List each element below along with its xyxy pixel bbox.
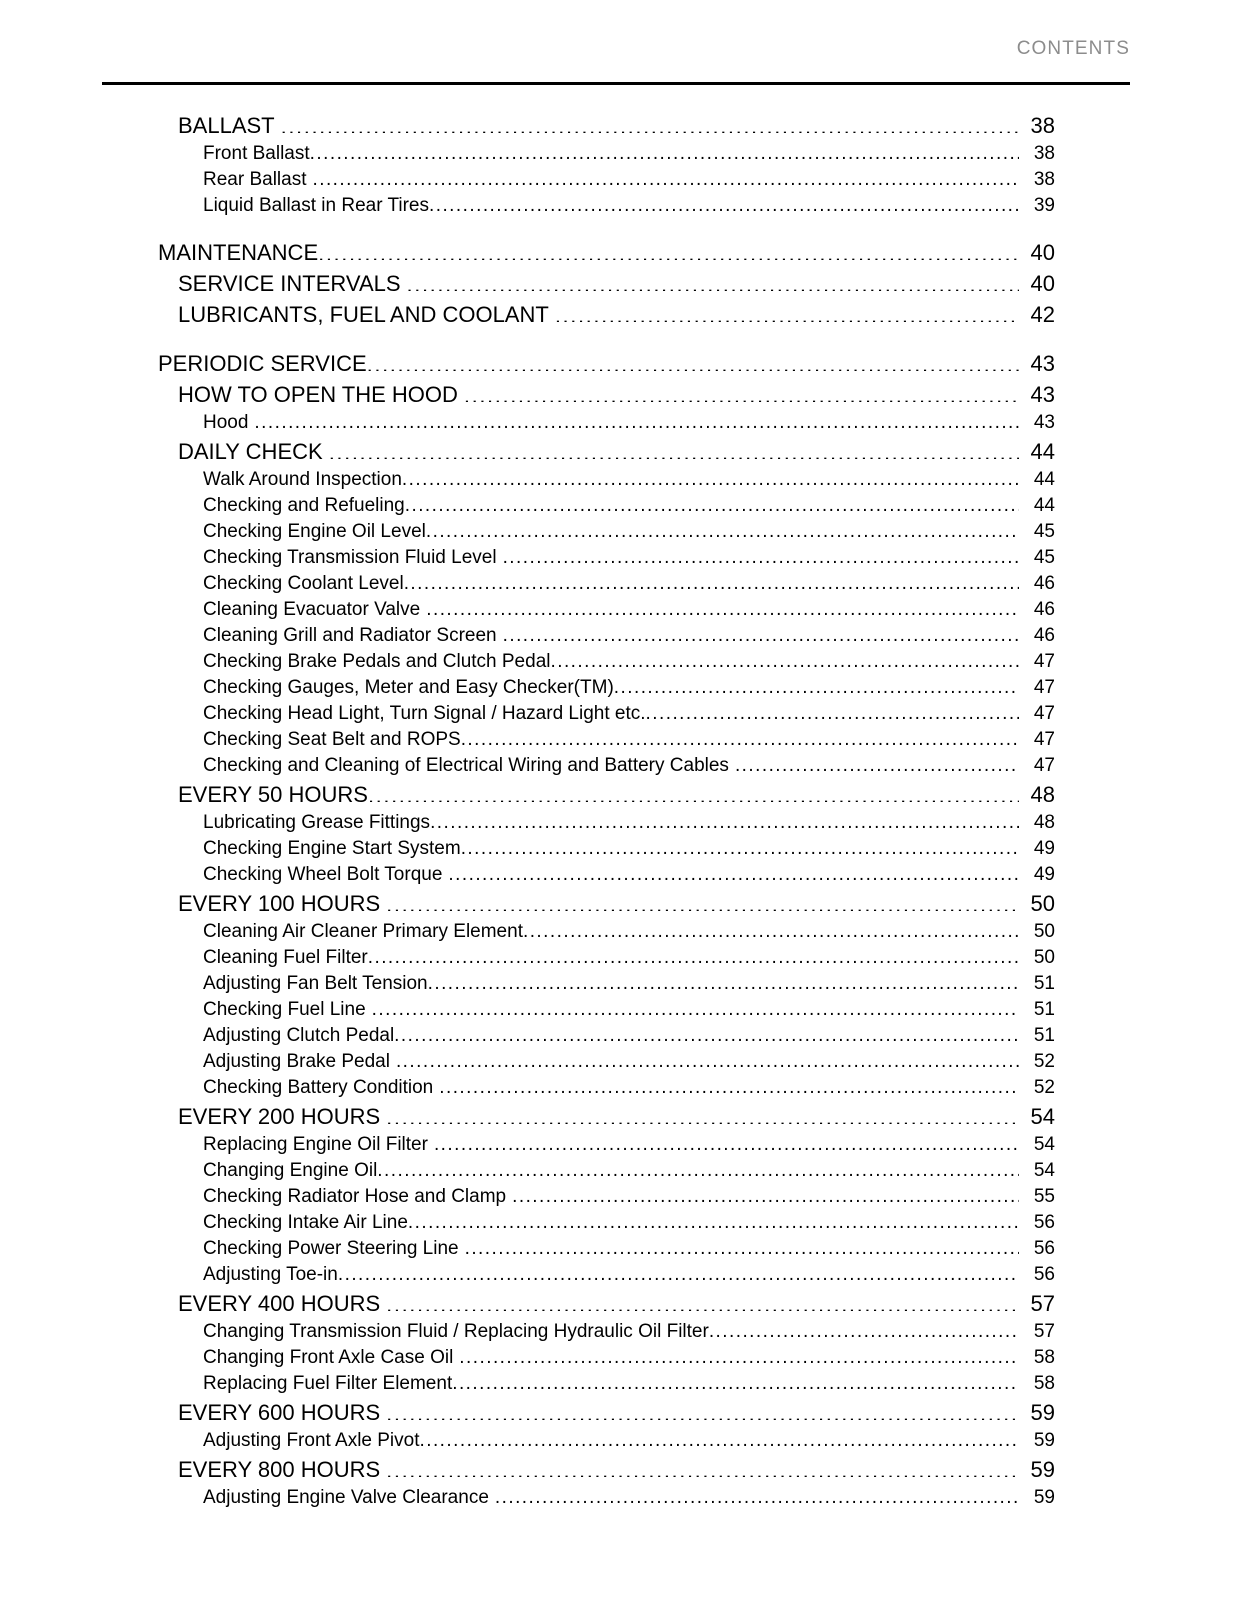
toc-entry-label: Lubricating Grease Fittings — [203, 812, 431, 833]
toc-entry-label: Checking Seat Belt and ROPS — [203, 729, 461, 750]
toc-entry[interactable] — [0, 888, 1236, 919]
toc-entry-page-number: 40 — [1030, 271, 1055, 296]
toc-entry-page-number: 51 — [1033, 1025, 1055, 1046]
toc-entry-label: Rear Ballast — [203, 169, 307, 190]
toc-entry-page-number: 58 — [1033, 1373, 1055, 1394]
toc-entry[interactable] — [0, 862, 1236, 888]
toc-entry-label: Checking Radiator Hose and Clamp — [203, 1186, 507, 1207]
toc-entry-page-number: 54 — [1033, 1134, 1055, 1155]
toc-entry-label: Changing Transmission Fluid / Replacing Hydraulic Oil Filter — [203, 1321, 709, 1342]
toc-entry[interactable] — [0, 919, 1236, 945]
page-header — [102, 38, 1130, 60]
toc-entry[interactable] — [0, 519, 1236, 545]
toc-entry[interactable] — [0, 237, 1236, 268]
toc-entry-page-number: 59 — [1033, 1487, 1055, 1508]
dot-leader — [402, 467, 1019, 486]
toc-entry-page-number: 38 — [1030, 113, 1055, 138]
dot-leader — [367, 349, 1019, 371]
dot-leader — [550, 649, 1019, 668]
dot-leader — [439, 1075, 1019, 1094]
toc-entry-label: EVERY 50 HOURS — [178, 782, 368, 807]
toc-entry[interactable] — [0, 1485, 1236, 1511]
toc-entry-page-number: 39 — [1033, 195, 1055, 216]
dot-leader — [408, 1210, 1019, 1229]
toc-entry-page-number: 56 — [1033, 1212, 1055, 1233]
toc-entry-label: Checking Coolant Level — [203, 573, 404, 594]
toc-entry-page-number: 50 — [1030, 891, 1055, 916]
dot-leader — [394, 1023, 1019, 1042]
toc-entry[interactable] — [0, 1023, 1236, 1049]
toc-entry-label: EVERY 100 HOURS — [178, 891, 381, 916]
toc-entry-page-number: 40 — [1030, 240, 1055, 265]
toc-entry-page-number: 54 — [1033, 1160, 1055, 1181]
toc-entry-label: Replacing Engine Oil Filter — [203, 1134, 428, 1155]
toc-entry-label: Checking Gauges, Meter and Easy Checker(TM) — [203, 677, 614, 698]
toc-entry[interactable] — [0, 1428, 1236, 1454]
toc-entry-label: Walk Around Inspection — [203, 469, 402, 490]
toc-entry-label: Replacing Fuel Filter Element — [203, 1373, 453, 1394]
toc-entry-label: EVERY 600 HOURS — [178, 1400, 381, 1425]
toc-entry[interactable] — [0, 597, 1236, 623]
dot-leader — [386, 1289, 1019, 1311]
dot-leader — [614, 675, 1019, 694]
toc-entry-page-number: 38 — [1033, 169, 1055, 190]
table-of-contents — [0, 110, 1236, 1511]
dot-leader — [709, 1319, 1019, 1338]
dot-leader — [465, 1236, 1019, 1255]
dot-leader — [372, 997, 1019, 1016]
toc-entry-label: Adjusting Clutch Pedal — [203, 1025, 395, 1046]
toc-entry-page-number: 57 — [1033, 1321, 1055, 1342]
toc-entry-label: Checking Engine Oil Level — [203, 521, 426, 542]
toc-entry-label: Checking Engine Start System — [203, 838, 461, 859]
toc-entry-label: HOW TO OPEN THE HOOD — [178, 382, 458, 407]
toc-entry[interactable] — [0, 410, 1236, 436]
toc-entry-label: Hood — [203, 412, 249, 433]
dot-leader — [405, 493, 1019, 512]
toc-entry-page-number: 55 — [1033, 1186, 1055, 1207]
toc-entry-page-number: 44 — [1033, 495, 1055, 516]
toc-entry-label: Cleaning Evacuator Valve — [203, 599, 421, 620]
toc-entry[interactable] — [0, 193, 1236, 219]
dot-leader — [735, 753, 1019, 772]
dot-leader — [646, 701, 1019, 720]
toc-entry[interactable] — [0, 436, 1236, 467]
dot-leader — [503, 623, 1019, 642]
toc-entry-label: MAINTENANCE — [158, 240, 319, 265]
dot-leader — [386, 1455, 1019, 1477]
toc-entry[interactable] — [0, 649, 1236, 675]
toc-entry-label: Checking and Refueling — [203, 495, 405, 516]
toc-entry-page-number: 46 — [1033, 573, 1055, 594]
toc-entry-page-number: 47 — [1033, 755, 1055, 776]
toc-entry[interactable] — [0, 779, 1236, 810]
dot-leader — [386, 1102, 1019, 1124]
toc-entry-label: Cleaning Air Cleaner Primary Element — [203, 921, 523, 942]
toc-entry-label: PERIODIC SERVICE — [158, 351, 367, 376]
dot-leader — [368, 945, 1019, 964]
toc-entry-label: Front Ballast — [203, 143, 310, 164]
toc-entry[interactable] — [0, 810, 1236, 836]
dot-leader — [555, 300, 1019, 322]
toc-entry[interactable] — [0, 836, 1236, 862]
toc-entry[interactable] — [0, 971, 1236, 997]
dot-leader — [404, 571, 1019, 590]
toc-entry-label: Checking Power Steering Line — [203, 1238, 459, 1259]
toc-entry-label: SERVICE INTERVALS — [178, 271, 401, 296]
toc-entry[interactable] — [0, 1132, 1236, 1158]
toc-entry-label: Checking Fuel Line — [203, 999, 366, 1020]
toc-entry[interactable] — [0, 1371, 1236, 1397]
toc-entry-label: Adjusting Front Axle Pivot — [203, 1430, 420, 1451]
dot-leader — [254, 410, 1019, 429]
dot-leader — [503, 545, 1019, 564]
dot-leader — [495, 1485, 1019, 1504]
toc-entry-label: EVERY 200 HOURS — [178, 1104, 381, 1129]
toc-entry-page-number: 43 — [1033, 412, 1055, 433]
toc-entry-page-number: 46 — [1033, 599, 1055, 620]
toc-entry-page-number: 59 — [1030, 1400, 1055, 1425]
toc-entry-label: Changing Front Axle Case Oil — [203, 1347, 454, 1368]
toc-entry-page-number: 59 — [1030, 1457, 1055, 1482]
dot-leader — [464, 380, 1019, 402]
toc-entry-page-number: 47 — [1033, 651, 1055, 672]
toc-entry-label: Adjusting Brake Pedal — [203, 1051, 390, 1072]
toc-entry-label: EVERY 400 HOURS — [178, 1291, 381, 1316]
toc-entry-page-number: 45 — [1033, 521, 1055, 542]
dot-leader — [523, 919, 1019, 938]
toc-entry[interactable] — [0, 571, 1236, 597]
toc-entry-label: Checking and Cleaning of Electrical Wiring and Battery Cables — [203, 755, 729, 776]
toc-entry-page-number: 59 — [1033, 1430, 1055, 1451]
toc-entry-page-number: 47 — [1033, 729, 1055, 750]
toc-entry[interactable] — [0, 1454, 1236, 1485]
dot-leader — [386, 889, 1019, 911]
toc-entry[interactable] — [0, 1397, 1236, 1428]
dot-leader — [428, 971, 1019, 990]
dot-leader — [430, 810, 1019, 829]
toc-entry-page-number: 43 — [1030, 351, 1055, 376]
toc-entry[interactable] — [0, 1262, 1236, 1288]
toc-entry-label: BALLAST — [178, 113, 275, 138]
toc-entry-page-number: 51 — [1033, 999, 1055, 1020]
toc-entry[interactable] — [0, 299, 1236, 330]
toc-entry-page-number: 56 — [1033, 1264, 1055, 1285]
toc-entry-page-number: 47 — [1033, 677, 1055, 698]
toc-entry-label: Checking Head Light, Turn Signal / Hazard Light etc. — [203, 703, 646, 724]
dot-leader — [429, 193, 1019, 212]
toc-entry-page-number: 57 — [1030, 1291, 1055, 1316]
toc-entry-label: DAILY CHECK — [178, 439, 323, 464]
toc-entry[interactable] — [0, 727, 1236, 753]
toc-entry[interactable] — [0, 753, 1236, 779]
toc-entry-page-number: 45 — [1033, 547, 1055, 568]
toc-entry-page-number: 48 — [1030, 782, 1055, 807]
toc-entry-page-number: 52 — [1033, 1077, 1055, 1098]
toc-entry-label: Changing Engine Oil — [203, 1160, 378, 1181]
dot-leader — [452, 1371, 1019, 1390]
toc-entry-page-number: 47 — [1033, 703, 1055, 724]
toc-entry[interactable] — [0, 1049, 1236, 1075]
dot-leader — [426, 519, 1019, 538]
toc-entry[interactable] — [0, 141, 1236, 167]
dot-leader — [459, 1345, 1019, 1364]
toc-entry-page-number: 50 — [1033, 921, 1055, 942]
toc-entry-label: Checking Intake Air Line — [203, 1212, 408, 1233]
toc-entry-page-number: 48 — [1033, 812, 1055, 833]
toc-entry-page-number: 52 — [1033, 1051, 1055, 1072]
toc-entry-label: Checking Transmission Fluid Level — [203, 547, 497, 568]
toc-entry[interactable] — [0, 493, 1236, 519]
toc-entry-page-number: 42 — [1030, 302, 1055, 327]
header-divider — [102, 82, 1130, 85]
toc-entry-label: Cleaning Fuel Filter — [203, 947, 368, 968]
toc-entry-label: EVERY 800 HOURS — [178, 1457, 381, 1482]
toc-entry-page-number: 46 — [1033, 625, 1055, 646]
toc-entry-page-number: 49 — [1033, 838, 1055, 859]
toc-entry[interactable] — [0, 675, 1236, 701]
dot-leader — [313, 167, 1020, 186]
toc-entry-label: Checking Battery Condition — [203, 1077, 434, 1098]
dot-leader — [512, 1184, 1019, 1203]
toc-entry[interactable] — [0, 167, 1236, 193]
toc-entry[interactable] — [0, 1319, 1236, 1345]
toc-entry-page-number: 56 — [1033, 1238, 1055, 1259]
toc-entry[interactable] — [0, 379, 1236, 410]
toc-entry[interactable] — [0, 1288, 1236, 1319]
toc-entry[interactable] — [0, 1101, 1236, 1132]
toc-entry[interactable] — [0, 348, 1236, 379]
toc-entry[interactable] — [0, 467, 1236, 493]
toc-entry[interactable] — [0, 1210, 1236, 1236]
dot-leader — [396, 1049, 1019, 1068]
toc-entry-page-number: 49 — [1033, 864, 1055, 885]
dot-leader — [434, 1132, 1019, 1151]
toc-entry[interactable] — [0, 997, 1236, 1023]
toc-entry-page-number: 44 — [1033, 469, 1055, 490]
toc-entry[interactable] — [0, 545, 1236, 571]
dot-leader — [318, 238, 1019, 260]
toc-entry[interactable] — [0, 945, 1236, 971]
toc-entry-label: Liquid Ballast in Rear Tires — [203, 195, 429, 216]
dot-leader — [461, 727, 1019, 746]
toc-entry[interactable] — [0, 1184, 1236, 1210]
toc-entry[interactable] — [0, 268, 1236, 299]
toc-entry[interactable] — [0, 110, 1236, 141]
dot-leader — [368, 780, 1019, 802]
toc-entry-label: Adjusting Toe-in — [203, 1264, 338, 1285]
toc-entry-page-number: 44 — [1030, 439, 1055, 464]
toc-entry-page-number: 54 — [1030, 1104, 1055, 1129]
toc-entry[interactable] — [0, 701, 1236, 727]
dot-leader — [448, 862, 1019, 881]
dot-leader — [407, 269, 1019, 291]
dot-leader — [310, 141, 1019, 160]
dot-leader — [386, 1398, 1019, 1420]
dot-leader — [461, 836, 1019, 855]
toc-entry-label: Checking Brake Pedals and Clutch Pedal — [203, 651, 551, 672]
toc-entry-page-number: 51 — [1033, 973, 1055, 994]
toc-entry-page-number: 43 — [1030, 382, 1055, 407]
toc-entry-label: LUBRICANTS, FUEL AND COOLANT — [178, 302, 549, 327]
page-title: CONTENTS — [1016, 38, 1130, 59]
toc-entry-label: Checking Wheel Bolt Torque — [203, 864, 443, 885]
toc-entry-label: Adjusting Fan Belt Tension — [203, 973, 428, 994]
toc-entry-page-number: 50 — [1033, 947, 1055, 968]
toc-entry[interactable] — [0, 1075, 1236, 1101]
toc-entry[interactable] — [0, 623, 1236, 649]
toc-entry[interactable] — [0, 1236, 1236, 1262]
dot-leader — [426, 597, 1019, 616]
toc-entry[interactable] — [0, 1158, 1236, 1184]
toc-entry-page-number: 58 — [1033, 1347, 1055, 1368]
dot-leader — [420, 1428, 1020, 1447]
dot-leader — [377, 1158, 1019, 1177]
toc-entry-page-number: 38 — [1033, 143, 1055, 164]
dot-leader — [281, 111, 1019, 133]
dot-leader — [338, 1262, 1019, 1281]
dot-leader — [329, 437, 1019, 459]
toc-entry-label: Adjusting Engine Valve Clearance — [203, 1487, 489, 1508]
toc-entry-label: Cleaning Grill and Radiator Screen — [203, 625, 497, 646]
toc-entry[interactable] — [0, 1345, 1236, 1371]
